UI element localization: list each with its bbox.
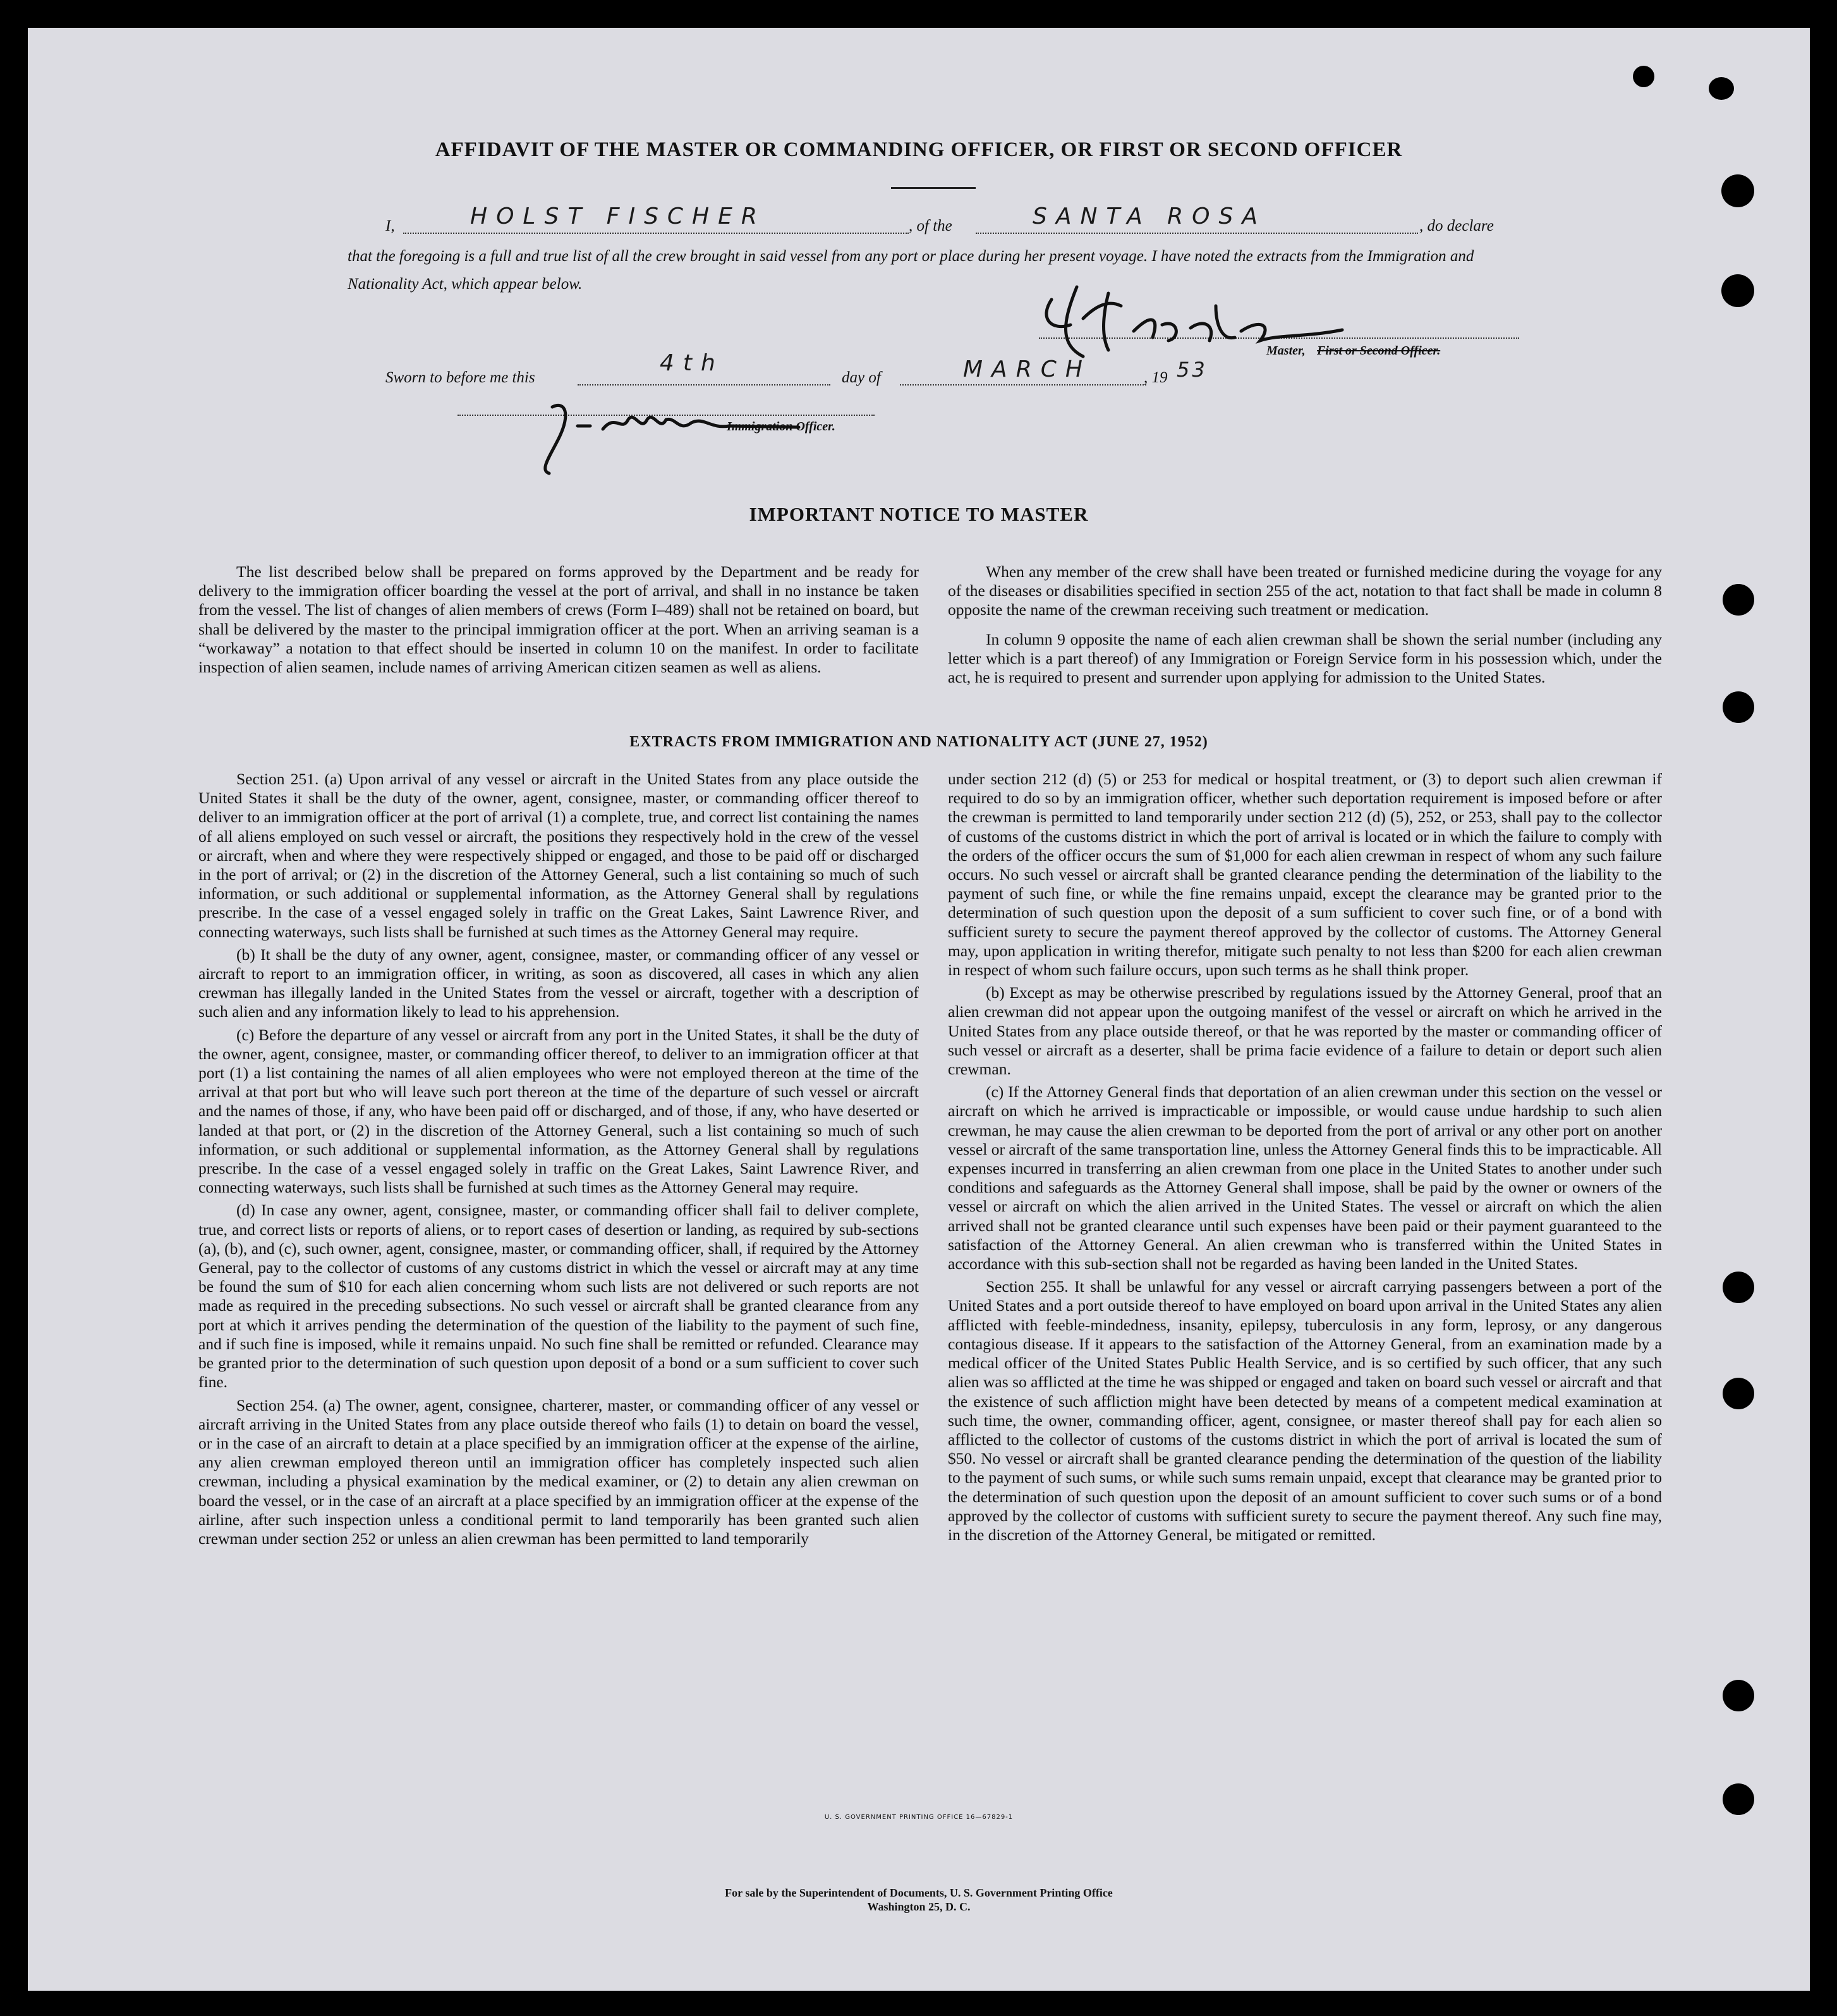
extracts-right-column bbox=[948, 770, 1662, 1548]
sale-line-2: Washington 25, D. C. bbox=[867, 1900, 971, 1913]
section-paragraph: (c) Before the departure of any vessel or aircraft from any port in the United States, it shall be the duty of the owner, agent, consignee, master, or commanding officer thereof, to deliver to an immigration officer at that port (1) a list containing the names of all alien employees who were not employed thereon at the time of the arrival at that port but who will leave such port thereon at the time of the departure of such vessel or aircraft and the names of those, if any, who have been paid off or discharged, and of those, if any, who have deserted or landed at that port, or (2) in the discretion of the Attorney General, such a list containing so much of such information, or such additional or supplemental information, as the Attorney General shall by regulations prescribe. In the case of a vessel engaged solely in traffic on the Great Lakes, Saint Lawrence River, and connecting waterways, such lists shall be furnished at such times as the Attorney General may require. bbox=[198, 1025, 919, 1197]
of-the-label: , of the bbox=[909, 217, 952, 234]
name-field-line bbox=[403, 233, 909, 234]
vessel-field-line bbox=[976, 233, 1418, 234]
master-label: Master, bbox=[1266, 344, 1306, 358]
sworn-day: 4th bbox=[660, 350, 724, 376]
affidavit-title: AFFIDAVIT OF THE MASTER OR COMMANDING OFFICER, OR FIRST OR SECOND OFFICER bbox=[435, 138, 1403, 161]
punch-hole bbox=[1723, 1783, 1754, 1815]
title-rule bbox=[891, 187, 976, 189]
section-paragraph: Section 251. (a) Upon arrival of any vessel or aircraft in the United States from any place outside the United States it shall be the duty of the owner, agent, consignee, master, or commanding officer thereof to deliver to an immigration officer at the port of arrival (1) a complete, true, and correct list containing the names of all aliens employed on such vessel or aircraft, the positions they respectively hold in the crew of the vessel or aircraft, when and where they were respectively shipped or engaged, and those to be paid off or discharged in the port of arrival; or (2) in the discretion of the Attorney General, such a list containing so much of such information, or such additional or supplemental information, as the Attorney General shall by regulations prescribe. In the case of a vessel engaged solely in traffic on the Great Lakes, Saint Lawrence River, and connecting waterways, such lists shall be furnished at such times as the Attorney General may require. bbox=[198, 770, 919, 941]
year-prefix: , 19 bbox=[1144, 369, 1168, 386]
sworn-label: Sworn to before me this bbox=[385, 369, 535, 386]
do-declare-label: , do declare bbox=[1419, 217, 1494, 234]
notice-paragraph: In column 9 opposite the name of each alien crewman shall be shown the serial number (including any letter which is a part thereof) of any Immigration or Foreign Service form in his possession which, under the act, he is required to present and surrender upon applying for admission to the United States. bbox=[948, 629, 1662, 687]
month-field-line bbox=[900, 384, 1146, 386]
sale-line-1: For sale by the Superintendent of Documents, U. S. Government Printing Office bbox=[725, 1886, 1113, 1899]
section-paragraph: (d) In case any owner, agent, consignee, master, or commanding officer shall fail to deliver complete, true, and correct lists or reports of aliens, or to report cases of desertion or landing, as required by sub-sections (a), (b), and (c), such owner, agent, consignee, master, or commanding officer, shall, if required by the Attorney General, pay to the collector of customs of any customs district in which the vessel or aircraft may at any time be found the sum of $10 for each alien concerning whom such lists are not delivered or such reports are not made as required in the preceding subsections. No such vessel or aircraft shall be granted clearance from any port at which it arrives pending the determination of the question of the liability to the payment of such fine, and if such fine is imposed, while it remains unpaid. No such fine shall be remitted or refunded. Clearance may be granted prior to the determination of such question upon deposit of a bond or a sum sufficient to cover such fine. bbox=[198, 1201, 919, 1392]
sworn-month: MARCH bbox=[963, 356, 1091, 382]
section-paragraph: under section 212 (d) (5) or 253 for medical or hospital treatment, or (3) to deport such alien crewman if required to do so by an immigration officer, whether such deportation requirement is imposed before or after the crewman is permitted to land temporarily under section 212 (d) (5), 252, or 253, shall pay to the collector of customs of the customs district in which the port of arrival is located or in which the failure to comply with the orders of the officer occurs the sum of $1,000 for each alien crewman in respect of whom any such failure occurs. No such vessel or aircraft shall be granted clearance pending the determination of the liability to the payment of such fine, or while the fine remains unpaid, except the clearance may be granted prior to the determination of such question upon the deposit of a sum sufficient to cover such fine, or of a bond with sufficient surety to secure the payment thereof approved by the collector of customs. The Attorney General may, upon application in writing therefor, mitigate such penalty to not less than $200 for each alien crewman in respect of whom such failure occurs, upon such terms as he shall think proper. bbox=[948, 770, 1662, 980]
section-paragraph: (c) If the Attorney General finds that deportation of an alien crewman under this section on the vessel or aircraft on which he arrived is impracticable or impossible, or would cause undue hardship to such alien crewman, he may cause the alien crewman to be deported from the port of arrival or any other port on another vessel or aircraft of the same transportation line, unless the Attorney General finds this to be impracticable. All expenses incurred in transferring an alien crewman from one place in the United States to another under such conditions and safeguards as the Attorney General shall impose, shall be paid by the owner or owners of the vessel or aircraft on which the alien arrived in the United States. The vessel or aircraft on which the alien arrived shall not be granted clearance until such expenses have been paid or their payment guaranteed to the satisfaction of the Attorney General. An alien crewman who is transferred within the United States in accordance with this sub-section shall not be regarded as having been landed in the United States. bbox=[948, 1083, 1662, 1273]
sale-notice bbox=[28, 1886, 1810, 1914]
notice-paragraph: The list described below shall be prepared on forms approved by the Department and be ready for delivery to the immigration officer boarding the vessel at the port of arrival, and shall in no instance be taken from the vessel. The list of changes of alien members of crews (Form I–489) shall not be retained on board, but shall be delivered by the master to the principal immigration officer at the port. When an arriving seaman is a “workaway” a notation to that effect should be inserted in column 10 on the manifest. In order to facilitate inspection of alien seamen, include names of arriving American citizen seamen as well as aliens. bbox=[198, 562, 919, 677]
punch-hole bbox=[1721, 174, 1754, 207]
section-paragraph: (b) Except as may be otherwise prescribed by regulations issued by the Attorney General, proof that an alien crewman did not appear upon the outgoing manifest of the vessel or aircraft on which he arrived in the United States from any place outside thereof, or that he was reported by the master or commanding officer of such vessel or aircraft as a deserter, shall be prima facie evidence of a failure to detain or deport such alien crewman. bbox=[948, 983, 1662, 1079]
vessel-name: SANTA ROSA bbox=[1033, 203, 1266, 229]
sworn-year: 53 bbox=[1177, 358, 1208, 382]
section-paragraph: (b) It shall be the duty of any owner, agent, consignee, master, or commanding officer of any vessel or aircraft to report to an immigration officer, in writing, as soon as discovered, all cases in which any alien crewman has illegally landed in the United States from the vessel or aircraft, together with a description of such alien and any information likely to lead to his apprehension. bbox=[198, 945, 919, 1021]
day-of-label: day of bbox=[842, 369, 881, 386]
section-paragraph: Section 255. It shall be unlawful for any vessel or aircraft carrying passengers between a port of the United States and a port outside thereof to have employed on board upon arrival in the United States any alien afflicted with feeble-mindedness, insanity, epilepsy, tuberculosis in any form, leprosy, or any dangerous contagious disease. If it appears to the satisfaction of the Attorney General, from an examination made by a medical officer of the United States Public Health Service, and is so certified by such officer, that any such alien was so afflicted at the time he was shipped or engaged and taken on board such vessel or aircraft and that the existence of such affliction might have been detected by means of a competent medical examination at such time, the owner, commanding officer, agent, consignee, or master thereof shall pay for each alien so afflicted to the collector of customs of the customs district in which the port of arrival is located the sum of $50. No vessel or aircraft shall be granted clearance pending the determination of the question of the liability to the payment of such sums, or while such sums remain unpaid, except that clearance may be granted prior to the determination of such question upon the deposit of an amount sufficient to cover such sums or of a bond approved by the collector of customs with sufficient surety to secure the payment thereof. Any such fine may, in the discretion of the Attorney General, be mitigated or remitted. bbox=[948, 1277, 1662, 1544]
extracts-title: EXTRACTS FROM IMMIGRATION AND NATIONALITY ACT (JUNE 27, 1952) bbox=[629, 734, 1208, 750]
punch-hole bbox=[1723, 1272, 1754, 1303]
notice-right-column bbox=[948, 562, 1662, 691]
gpo-imprint: U. S. GOVERNMENT PRINTING OFFICE 16—67829-1 bbox=[824, 1814, 1014, 1821]
notice-left-column bbox=[198, 562, 919, 681]
declaration-statement: that the foregoing is a full and true list of all the crew brought in said vessel from any port or place during her present voyage. I have noted the extracts from the Immigration and Nationality Act, which appear below. bbox=[348, 248, 1474, 293]
i-label: I, bbox=[385, 217, 395, 234]
punch-hole bbox=[1709, 77, 1734, 100]
section-paragraph: Section 254. (a) The owner, agent, consignee, charterer, master, or commanding officer of any vessel or aircraft arriving in the United States from any place outside thereof who fails (1) to detain on board the vessel, or in the case of an aircraft to detain at a place specified by an immigration officer at the expense of the airline, any alien crewman employed thereon until an immigration officer has completely inspected such alien crewman, including a physical examination by the medical examiner, or (2) to detain any alien crewman on board the vessel, or in the case of an aircraft at a place specified by an immigration officer at the expense of the airline, after such inspection unless a conditional permit to land temporarily has been granted such alien crewman under section 252 or unless an alien crewman has been permitted to land temporarily bbox=[198, 1395, 919, 1548]
master-name: HOLST FISCHER bbox=[470, 203, 766, 229]
punch-hole bbox=[1633, 66, 1654, 87]
extracts-left-column bbox=[198, 770, 919, 1552]
punch-hole bbox=[1723, 584, 1754, 616]
master-signature bbox=[1026, 281, 1355, 363]
punch-hole bbox=[1721, 274, 1754, 307]
document-page bbox=[28, 28, 1810, 1991]
notice-paragraph: When any member of the crew shall have been treated or furnished medicine during the voyage for any of the diseases or disabilities specified in section 255 of the act, notation to that fact shall be made in column 8 opposite the name of the crewman receiving such treatment or medication. bbox=[948, 562, 1662, 619]
punch-hole bbox=[1723, 691, 1754, 723]
punch-hole bbox=[1723, 1680, 1754, 1711]
officer-label: Immigration Officer. bbox=[727, 420, 835, 434]
struck-officer-label: First or Second Officer. bbox=[1317, 344, 1441, 358]
notice-title: IMPORTANT NOTICE TO MASTER bbox=[749, 503, 1089, 525]
punch-hole bbox=[1723, 1378, 1754, 1409]
